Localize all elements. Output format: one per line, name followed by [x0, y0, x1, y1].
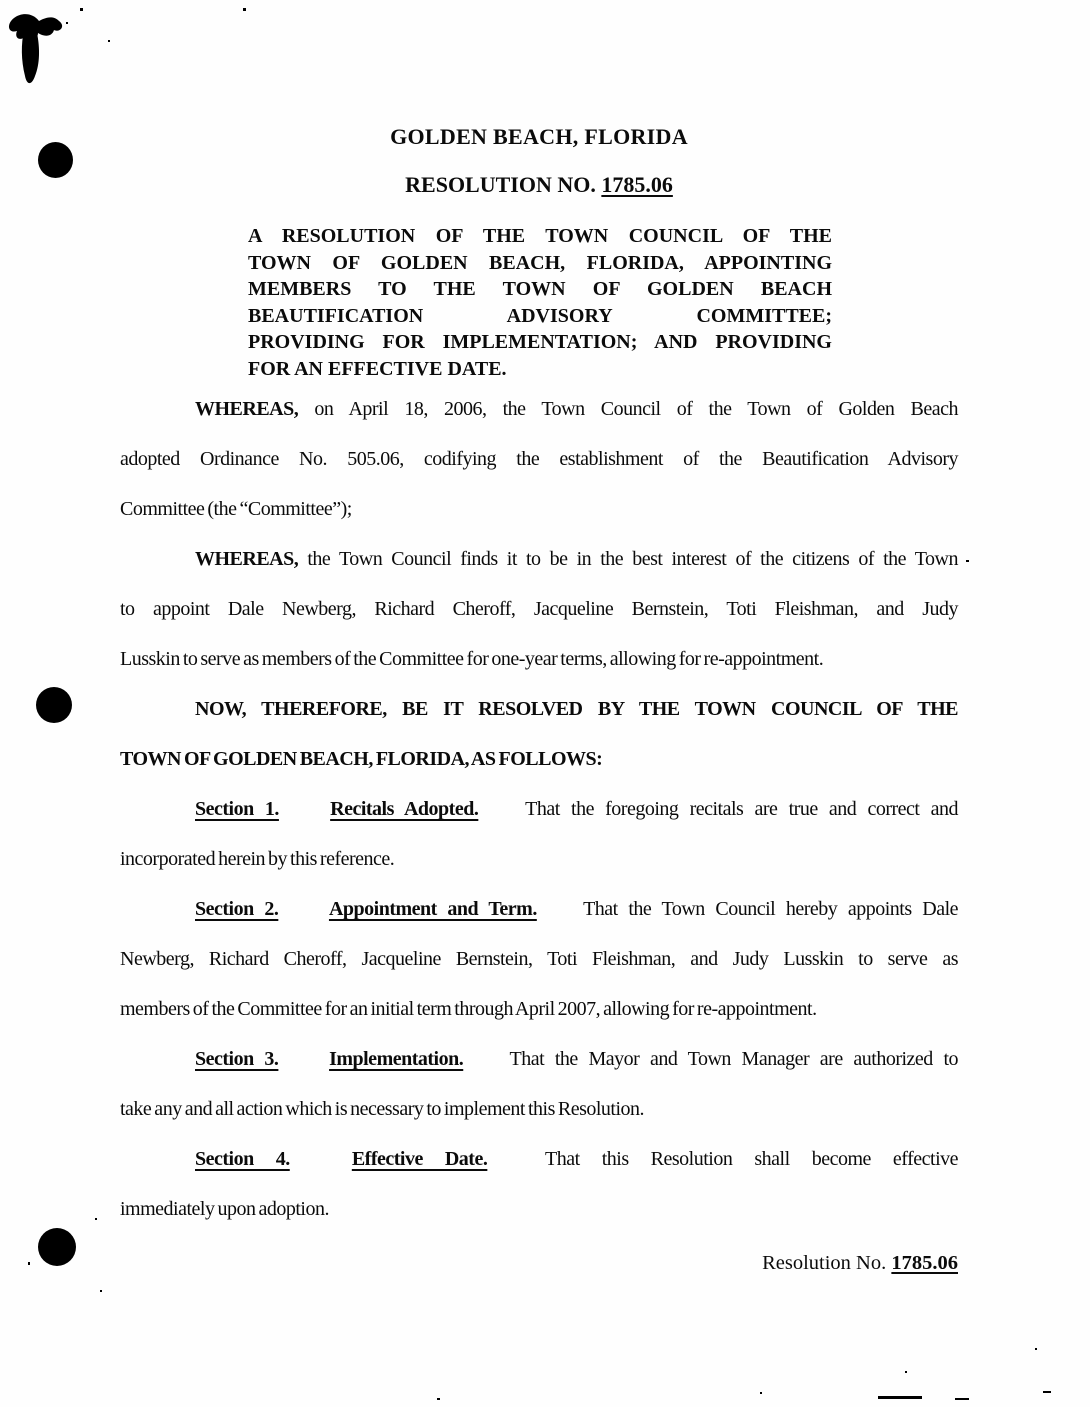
section-4-paragraph: Section 4. Effective Date. That this Resolution shall become effective immediately upon adoption. [120, 1148, 958, 1220]
scan-speck [243, 8, 246, 11]
scan-speck [95, 1218, 97, 1220]
footer-label: Resolution No. [762, 1252, 887, 1274]
scan-speck [28, 1262, 30, 1265]
footer-number: 1785.06 [891, 1252, 958, 1274]
heading-line: BEAUTIFICATION ADVISORY COMMITTEE; [248, 304, 832, 327]
section-label: Section 2. [195, 898, 279, 920]
section-1-paragraph: Section 1. Recitals Adopted. That the foregoing recitals are true and correct and incorporated herein by this reference. [120, 798, 959, 870]
scan-dash-artifact [878, 1396, 922, 1399]
heading-line: TOWN OF GOLDEN BEACH, FLORIDA, APPOINTING [248, 251, 832, 274]
whereas-paragraph-2: WHEREAS, the Town Council finds it to be in the best interest of the citizens of the Town to appoint Dale Newberg, Richard Cheroff, Jacqueline Bernstein, Toti Fleishman, and Judy Lusskin to serve as members of the Committee for one-year terms, allowing for re-appointment. [120, 548, 958, 670]
section-text: That the Town Council hereby appoints Dale [583, 898, 959, 920]
section-name: Appointment and Term. [328, 898, 537, 920]
section-name: Recitals Adopted. [330, 798, 479, 820]
resolution-number: 1785.06 [601, 172, 673, 197]
scan-speck [905, 1371, 907, 1373]
resolved-paragraph: NOW, THEREFORE, BE IT RESOLVED BY THE TOWN COUNCIL OF THE TOWN OF GOLDEN BEACH, FLORIDA, AS FOLLOWS: [120, 698, 958, 770]
scan-dash-artifact [955, 1398, 969, 1400]
footer-resolution-number [120, 1248, 958, 1278]
section-text: That this Resolution shall become effective [545, 1148, 958, 1170]
section-text: That the foregoing recitals are true and correct and [525, 798, 959, 820]
section-2-paragraph: Section 2. Appointment and Term. That the Town Council hereby appoints Dale Newberg, Richard Cheroff, Jacqueline Bernstein, Toti Fleishman, and Judy Lusskin to serve as members of the Committee for an initial term through April 2007, allowing for re-appointment. [120, 898, 959, 1020]
whereas-lead: WHEREAS, [195, 548, 299, 570]
section-label: Section 1. [195, 798, 279, 820]
resolution-number-label: RESOLUTION NO. [405, 172, 596, 197]
scan-speck [108, 40, 110, 42]
ink-blob-artifact [2, 6, 92, 106]
hole-punch-mark-middle [36, 687, 72, 723]
scan-speck [1035, 1348, 1037, 1350]
section-label: Section 3. [195, 1048, 279, 1070]
heading-line: A RESOLUTION OF THE TOWN COUNCIL OF THE [248, 225, 832, 247]
hole-punch-mark-top [38, 142, 73, 178]
scan-speck [966, 560, 969, 562]
whereas-lead: WHEREAS, [195, 398, 299, 420]
scan-dash-artifact [1043, 1391, 1051, 1393]
hole-punch-mark-bottom [38, 1228, 76, 1266]
document-title: GOLDEN BEACH, FLORIDA [390, 124, 688, 149]
section-3-paragraph: Section 3. Implementation. That the Mayor and Town Manager are authorized to take any and all action which is necessary to implement this Resolution. [120, 1048, 959, 1120]
whereas-paragraph-1: WHEREAS, on April 18, 2006, the Town Council of the Town of Golden Beach adopted Ordinance No. 505.06, codifying the establishment of the Beautification Advisory Committee (the “Committee”); [120, 398, 958, 520]
section-label: Section 4. [195, 1148, 290, 1170]
scan-speck [760, 1392, 762, 1394]
section-name: Effective Date. [351, 1148, 488, 1170]
section-text: That the Mayor and Town Manager are authorized to [509, 1048, 959, 1070]
document-content [120, 126, 958, 1278]
document-body [120, 384, 958, 1234]
scan-speck [100, 1290, 102, 1292]
resolution-number-line [120, 174, 958, 196]
scan-speck [437, 1398, 440, 1400]
heading-line: PROVIDING FOR IMPLEMENTATION; AND PROVIDING [248, 331, 832, 353]
heading-line: MEMBERS TO THE TOWN OF GOLDEN BEACH [248, 278, 832, 300]
heading-line: FOR AN EFFECTIVE DATE. [248, 357, 507, 380]
resolution-heading [248, 223, 832, 382]
section-name: Implementation. [329, 1048, 464, 1070]
